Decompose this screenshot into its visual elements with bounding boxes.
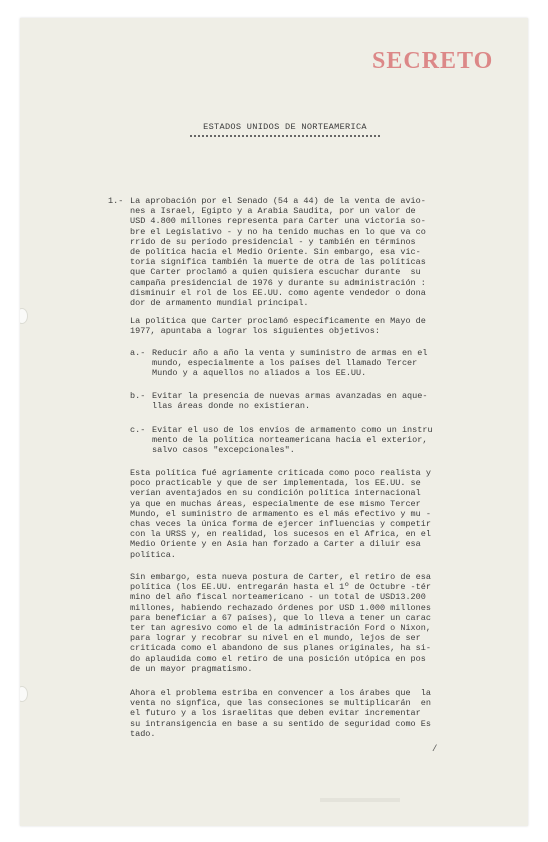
text-line: llas áreas donde no existieran. bbox=[152, 401, 311, 412]
text-line: para beneficiar a 67 países), que lo lleva a tener un carac bbox=[130, 612, 431, 623]
handwritten-mark: / bbox=[432, 744, 438, 754]
text-line: disminuir el rol de los EE.UU. como agente vendedor o dona bbox=[130, 287, 426, 298]
text-line: mino del año fiscal norteamericano - un total de USD13.200 bbox=[130, 592, 426, 603]
text-line: bre el Legislativo - y no ha tenido muchas en lo que va co bbox=[130, 226, 426, 237]
text-line: rrido de su período presidencial - y también en términos bbox=[130, 236, 416, 247]
punch-hole bbox=[20, 308, 28, 324]
text-line: política. bbox=[130, 549, 176, 560]
text-line: Ahora el problema estriba en convencer a los árabes que la bbox=[130, 688, 431, 698]
point-number: 1.- bbox=[108, 196, 124, 206]
faint-footer-mark bbox=[320, 798, 400, 802]
text-line: salvo casos "excepcionales". bbox=[152, 445, 295, 456]
text-line: de política hacia el Medio Oriente. Sin embargo, esa vic- bbox=[130, 247, 421, 258]
text-line: que Carter proclamó a quien quisiera escuchar durante su bbox=[130, 267, 421, 278]
text-line: de un mayor pragmatismo. bbox=[130, 663, 253, 674]
text-line: Mundo y a aquellos no aliados a los EE.UU. bbox=[152, 368, 367, 379]
text-line: millones, habiendo rechazado órdenes por USD 1.000 millones bbox=[130, 602, 431, 613]
text-line: campaña presidencial de 1976 y durante su administración : bbox=[130, 277, 426, 288]
text-line: chas veces la única forma de ejercer influencias y competir bbox=[130, 519, 431, 530]
text-line: Mundo, el suministro de armamento es el más efectivo y mu - bbox=[130, 508, 431, 519]
text-line: Evitar el uso de los envíos de armamento como un instru bbox=[152, 425, 433, 435]
text-line: tado. bbox=[130, 728, 156, 739]
text-line: el futuro y a los israelitas que deben evitar incrementar bbox=[130, 708, 421, 719]
item-c-text bbox=[152, 425, 433, 456]
text-line: mundo, especialmente a los países del llamado Tercer bbox=[152, 358, 418, 369]
text-line: Evitar la presencia de nuevas armas avanzadas en aque- bbox=[152, 391, 428, 401]
item-c-label: c.- bbox=[130, 425, 146, 435]
paragraph-3 bbox=[130, 468, 431, 560]
text-line: ter tan agresivo como el de la administración Ford o Nixon, bbox=[130, 623, 431, 634]
text-line: su intransigencia en base a su sentido de seguridad como Es bbox=[130, 718, 431, 729]
text-line: ya que en muchas áreas, especialmente de ese mismo Tercer bbox=[130, 498, 421, 509]
text-line: nes a Israel, Egipto y a Arabia Saudita, por un valor de bbox=[130, 206, 416, 217]
text-line: venta no signfica, que las conseciones se multiplicarán en bbox=[130, 698, 431, 709]
text-line: toria significa también la muerte de otra de las políticas bbox=[130, 257, 426, 268]
paragraph-4 bbox=[130, 572, 431, 674]
text-line: Sin embargo, esta nueva postura de Carter, el retiro de esa bbox=[130, 572, 431, 582]
text-line: con la URSS y, en realidad, los sucesos en el Africa, en el bbox=[130, 529, 431, 540]
text-line: poco practicable y que de ser implementada, los EE.UU. se bbox=[130, 478, 421, 489]
text-line: política (los EE.UU. entregarán hasta el 1º de Octubre -tér bbox=[130, 582, 431, 593]
text-line: USD 4.800 millones representa para Carter una victoria so- bbox=[130, 216, 426, 227]
item-a-label: a.- bbox=[130, 348, 146, 358]
heading-underline bbox=[190, 135, 380, 137]
paragraph-5 bbox=[130, 688, 431, 739]
text-line: para lograr y recobrar su nivel en el mundo, lejos de ser bbox=[130, 633, 421, 644]
text-line: dor de armamento mundial principal. bbox=[130, 298, 309, 309]
text-line: Esta política fué agriamente criticada como poco realista y bbox=[130, 468, 431, 478]
text-line: La aprobación por el Senado (54 a 44) de la venta de avio- bbox=[130, 196, 426, 206]
text-line: 1977, apuntaba a lograr los siguientes objetivos: bbox=[130, 326, 380, 337]
item-b-text bbox=[152, 391, 427, 411]
paragraph-2 bbox=[130, 316, 426, 336]
text-line: La política que Carter proclamó específicamente en Mayo de bbox=[130, 316, 426, 326]
secret-stamp: SECRETO bbox=[372, 48, 494, 74]
punch-hole bbox=[20, 686, 28, 702]
text-line: criticada como el abandono de sus planes originales, ha si- bbox=[130, 643, 431, 654]
item-b-label: b.- bbox=[130, 391, 146, 401]
text-line: verían aventajados en su condición política internacional bbox=[130, 488, 421, 499]
item-a-text bbox=[152, 348, 427, 379]
document-page bbox=[20, 18, 528, 826]
paragraph-1 bbox=[130, 196, 426, 308]
text-line: do aplaudida como el retiro de una posición utópica en pos bbox=[130, 653, 426, 664]
text-line: mento de la política norteamericana hacia el exterior, bbox=[152, 435, 428, 446]
document-heading: ESTADOS UNIDOS DE NORTEAMERICA bbox=[203, 122, 367, 132]
text-line: Medio Oriente y en Asia han forzado a Carter a diluir esa bbox=[130, 539, 421, 550]
text-line: Reducir año a año la venta y suministro de armas en el bbox=[152, 348, 428, 358]
